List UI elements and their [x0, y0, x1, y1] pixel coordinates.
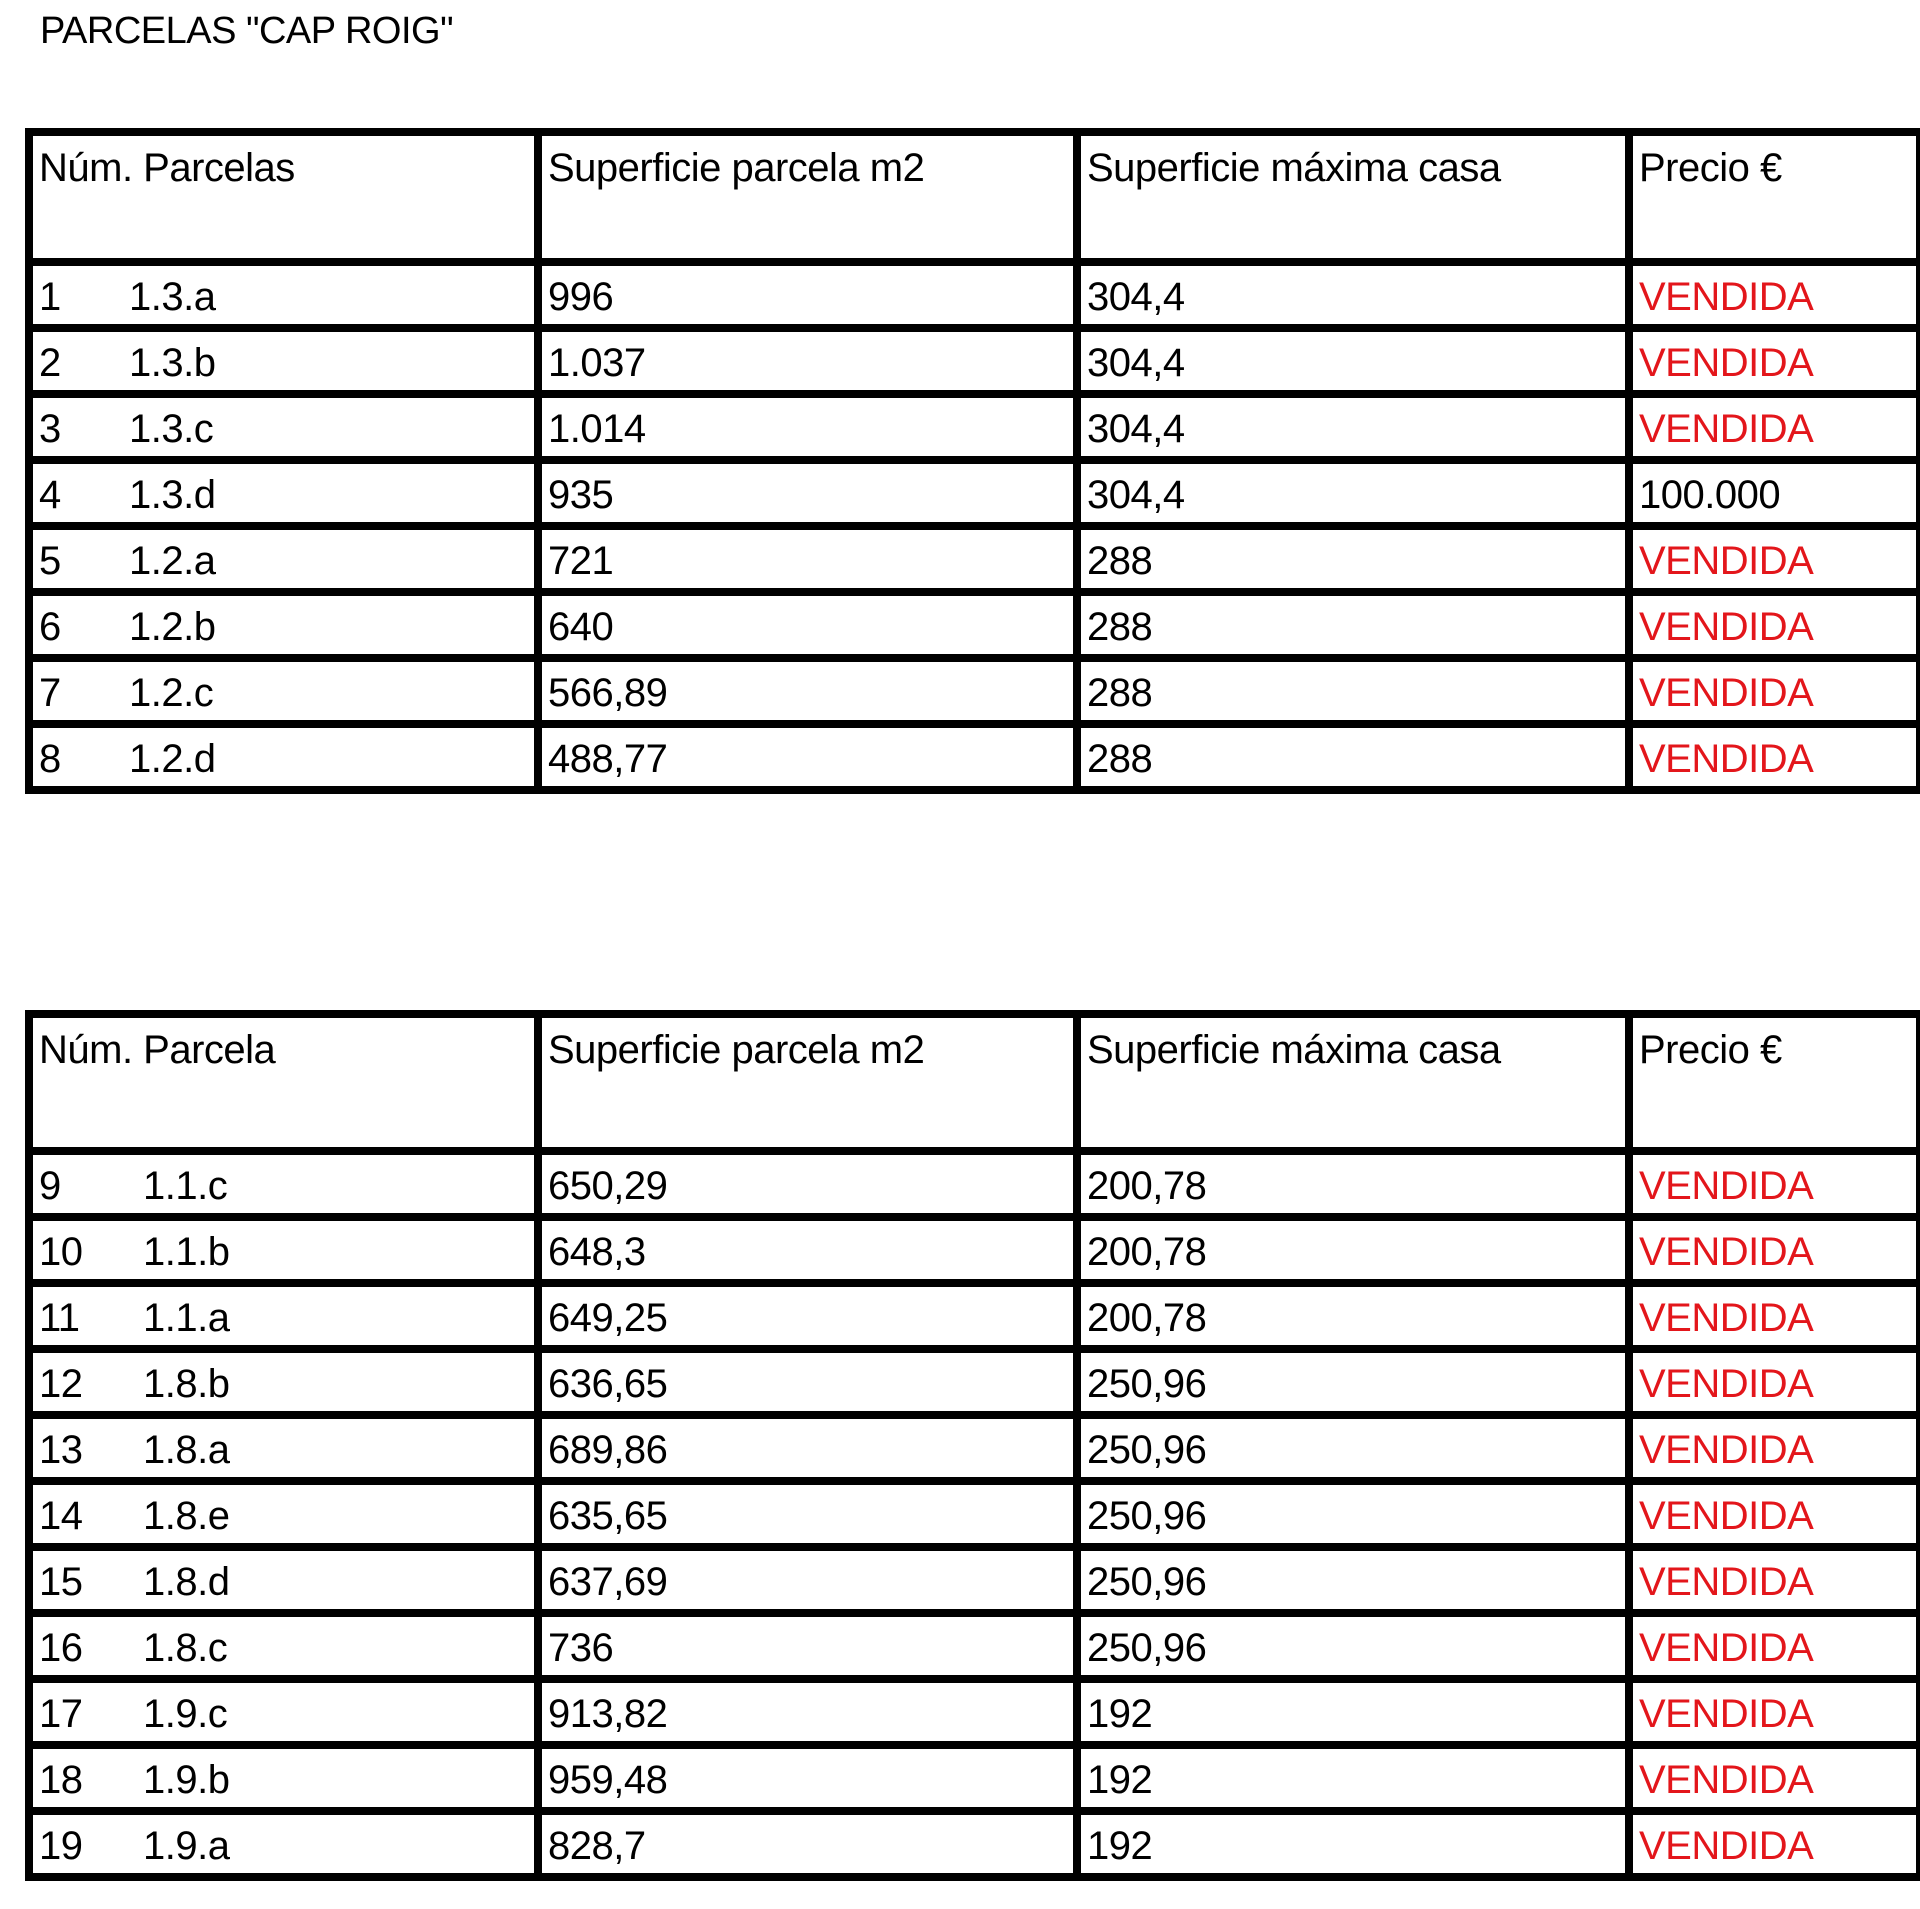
cell-parcela [29, 1217, 538, 1283]
status-sold: VENDIDA [1629, 1745, 1920, 1811]
cell-superficie-parcela: 935 [538, 460, 1077, 526]
status-sold: VENDIDA [1629, 724, 1920, 790]
header-num-parcela: Núm. Parcelas [29, 132, 538, 262]
status-sold: VENDIDA [1629, 1679, 1920, 1745]
parcela-number: 10 [39, 1229, 83, 1274]
table-row [29, 1745, 1920, 1811]
cell-superficie-parcela: 637,69 [538, 1547, 1077, 1613]
cell-superficie-parcela: 996 [538, 262, 1077, 328]
parcela-code: 1.2.c [129, 670, 214, 715]
cell-parcela [29, 1745, 538, 1811]
cell-superficie-casa: 304,4 [1077, 460, 1629, 526]
cell-superficie-casa: 288 [1077, 526, 1629, 592]
status-sold: VENDIDA [1629, 262, 1920, 328]
parcela-code: 1.1.c [143, 1163, 228, 1208]
parcelas-table-1 [25, 128, 1920, 794]
table-row [29, 1217, 1920, 1283]
status-sold: VENDIDA [1629, 526, 1920, 592]
table-row [29, 1349, 1920, 1415]
cell-superficie-parcela: 959,48 [538, 1745, 1077, 1811]
cell-superficie-casa: 250,96 [1077, 1481, 1629, 1547]
header-num-parcela: Núm. Parcela [29, 1014, 538, 1151]
parcela-number: 14 [39, 1493, 83, 1538]
table-row [29, 1151, 1920, 1217]
status-sold: VENDIDA [1629, 1811, 1920, 1877]
table-row [29, 1283, 1920, 1349]
cell-superficie-casa: 200,78 [1077, 1151, 1629, 1217]
cell-parcela [29, 658, 538, 724]
cell-parcela [29, 592, 538, 658]
parcela-code: 1.2.d [129, 736, 216, 781]
table-row [29, 394, 1920, 460]
table-header-row [29, 1014, 1920, 1151]
parcela-number: 12 [39, 1361, 83, 1406]
cell-superficie-parcela: 828,7 [538, 1811, 1077, 1877]
parcela-code: 1.3.d [129, 472, 216, 517]
table-row [29, 658, 1920, 724]
table-row [29, 262, 1920, 328]
cell-superficie-parcela: 488,77 [538, 724, 1077, 790]
table-row [29, 1613, 1920, 1679]
parcela-code: 1.3.a [129, 274, 216, 319]
parcela-code: 1.1.a [143, 1295, 230, 1340]
table-row [29, 1547, 1920, 1613]
table-row [29, 1481, 1920, 1547]
table-row [29, 724, 1920, 790]
parcela-number: 19 [39, 1823, 83, 1868]
cell-parcela [29, 724, 538, 790]
parcela-code: 1.8.d [143, 1559, 230, 1604]
parcela-code: 1.9.b [143, 1757, 230, 1802]
cell-parcela [29, 526, 538, 592]
status-sold: VENDIDA [1629, 1217, 1920, 1283]
parcela-number: 3 [39, 406, 61, 451]
parcela-number: 5 [39, 538, 61, 583]
cell-parcela [29, 460, 538, 526]
status-sold: VENDIDA [1629, 1151, 1920, 1217]
cell-superficie-casa: 192 [1077, 1745, 1629, 1811]
parcela-number: 7 [39, 670, 61, 715]
status-sold: VENDIDA [1629, 1349, 1920, 1415]
cell-parcela [29, 1415, 538, 1481]
cell-superficie-casa: 288 [1077, 724, 1629, 790]
table-row [29, 1811, 1920, 1877]
table-row [29, 1679, 1920, 1745]
cell-superficie-casa: 250,96 [1077, 1547, 1629, 1613]
parcela-number: 11 [39, 1295, 80, 1340]
cell-superficie-casa: 250,96 [1077, 1415, 1629, 1481]
status-sold: VENDIDA [1629, 328, 1920, 394]
parcela-number: 6 [39, 604, 61, 649]
cell-superficie-casa: 200,78 [1077, 1217, 1629, 1283]
header-superficie-parcela: Superficie parcela m2 [538, 132, 1077, 262]
parcela-code: 1.9.a [143, 1823, 230, 1868]
parcelas-table-2 [25, 1010, 1920, 1881]
cell-superficie-casa: 192 [1077, 1811, 1629, 1877]
parcela-code: 1.3.c [129, 406, 214, 451]
parcela-code: 1.3.b [129, 340, 216, 385]
cell-superficie-parcela: 1.014 [538, 394, 1077, 460]
status-sold: VENDIDA [1629, 1283, 1920, 1349]
parcela-code: 1.8.c [143, 1625, 228, 1670]
table-row [29, 592, 1920, 658]
status-sold: VENDIDA [1629, 1547, 1920, 1613]
table-row [29, 460, 1920, 526]
cell-parcela [29, 1151, 538, 1217]
parcela-number: 4 [39, 472, 61, 517]
parcela-number: 13 [39, 1427, 83, 1472]
cell-superficie-casa: 304,4 [1077, 262, 1629, 328]
parcela-code: 1.9.c [143, 1691, 228, 1736]
status-sold: VENDIDA [1629, 394, 1920, 460]
parcela-code: 1.1.b [143, 1229, 230, 1274]
cell-parcela [29, 1547, 538, 1613]
cell-parcela [29, 1679, 538, 1745]
parcela-code: 1.2.a [129, 538, 216, 583]
cell-superficie-parcela: 640 [538, 592, 1077, 658]
status-sold: VENDIDA [1629, 658, 1920, 724]
header-superficie-casa: Superficie máxima casa [1077, 132, 1629, 262]
cell-parcela [29, 1613, 538, 1679]
cell-superficie-casa: 192 [1077, 1679, 1629, 1745]
status-sold: VENDIDA [1629, 592, 1920, 658]
status-sold: VENDIDA [1629, 1415, 1920, 1481]
cell-superficie-parcela: 913,82 [538, 1679, 1077, 1745]
cell-superficie-parcela: 566,89 [538, 658, 1077, 724]
cell-superficie-casa: 288 [1077, 658, 1629, 724]
cell-precio: 100.000 [1629, 460, 1920, 526]
header-superficie-parcela: Superficie parcela m2 [538, 1014, 1077, 1151]
cell-parcela [29, 1811, 538, 1877]
parcela-code: 1.8.b [143, 1361, 230, 1406]
parcela-number: 2 [39, 340, 61, 385]
cell-superficie-casa: 200,78 [1077, 1283, 1629, 1349]
header-precio: Precio € [1629, 1014, 1920, 1151]
cell-superficie-casa: 250,96 [1077, 1349, 1629, 1415]
cell-parcela [29, 1283, 538, 1349]
cell-superficie-casa: 288 [1077, 592, 1629, 658]
cell-superficie-parcela: 650,29 [538, 1151, 1077, 1217]
cell-superficie-parcela: 1.037 [538, 328, 1077, 394]
parcela-number: 15 [39, 1559, 83, 1604]
parcela-number: 17 [39, 1691, 83, 1736]
parcela-number: 8 [39, 736, 61, 781]
parcela-code: 1.8.e [143, 1493, 230, 1538]
cell-superficie-parcela: 689,86 [538, 1415, 1077, 1481]
cell-superficie-parcela: 636,65 [538, 1349, 1077, 1415]
header-precio: Precio € [1629, 132, 1920, 262]
cell-superficie-casa: 250,96 [1077, 1613, 1629, 1679]
cell-parcela [29, 394, 538, 460]
page-title: PARCELAS "CAP ROIG" [40, 10, 454, 52]
table-header-row [29, 132, 1920, 262]
table-row [29, 328, 1920, 394]
parcela-number: 18 [39, 1757, 83, 1802]
cell-superficie-casa: 304,4 [1077, 328, 1629, 394]
cell-superficie-parcela: 721 [538, 526, 1077, 592]
parcela-code: 1.2.b [129, 604, 216, 649]
status-sold: VENDIDA [1629, 1613, 1920, 1679]
header-superficie-casa: Superficie máxima casa [1077, 1014, 1629, 1151]
table-row [29, 526, 1920, 592]
parcela-code: 1.8.a [143, 1427, 230, 1472]
cell-superficie-parcela: 635,65 [538, 1481, 1077, 1547]
parcela-number: 1 [39, 274, 61, 319]
cell-parcela [29, 1481, 538, 1547]
table-row [29, 1415, 1920, 1481]
cell-superficie-parcela: 736 [538, 1613, 1077, 1679]
cell-parcela [29, 1349, 538, 1415]
cell-superficie-parcela: 648,3 [538, 1217, 1077, 1283]
cell-superficie-parcela: 649,25 [538, 1283, 1077, 1349]
cell-superficie-casa: 304,4 [1077, 394, 1629, 460]
parcela-number: 9 [39, 1163, 61, 1208]
parcela-number: 16 [39, 1625, 83, 1670]
cell-parcela [29, 328, 538, 394]
status-sold: VENDIDA [1629, 1481, 1920, 1547]
cell-parcela [29, 262, 538, 328]
